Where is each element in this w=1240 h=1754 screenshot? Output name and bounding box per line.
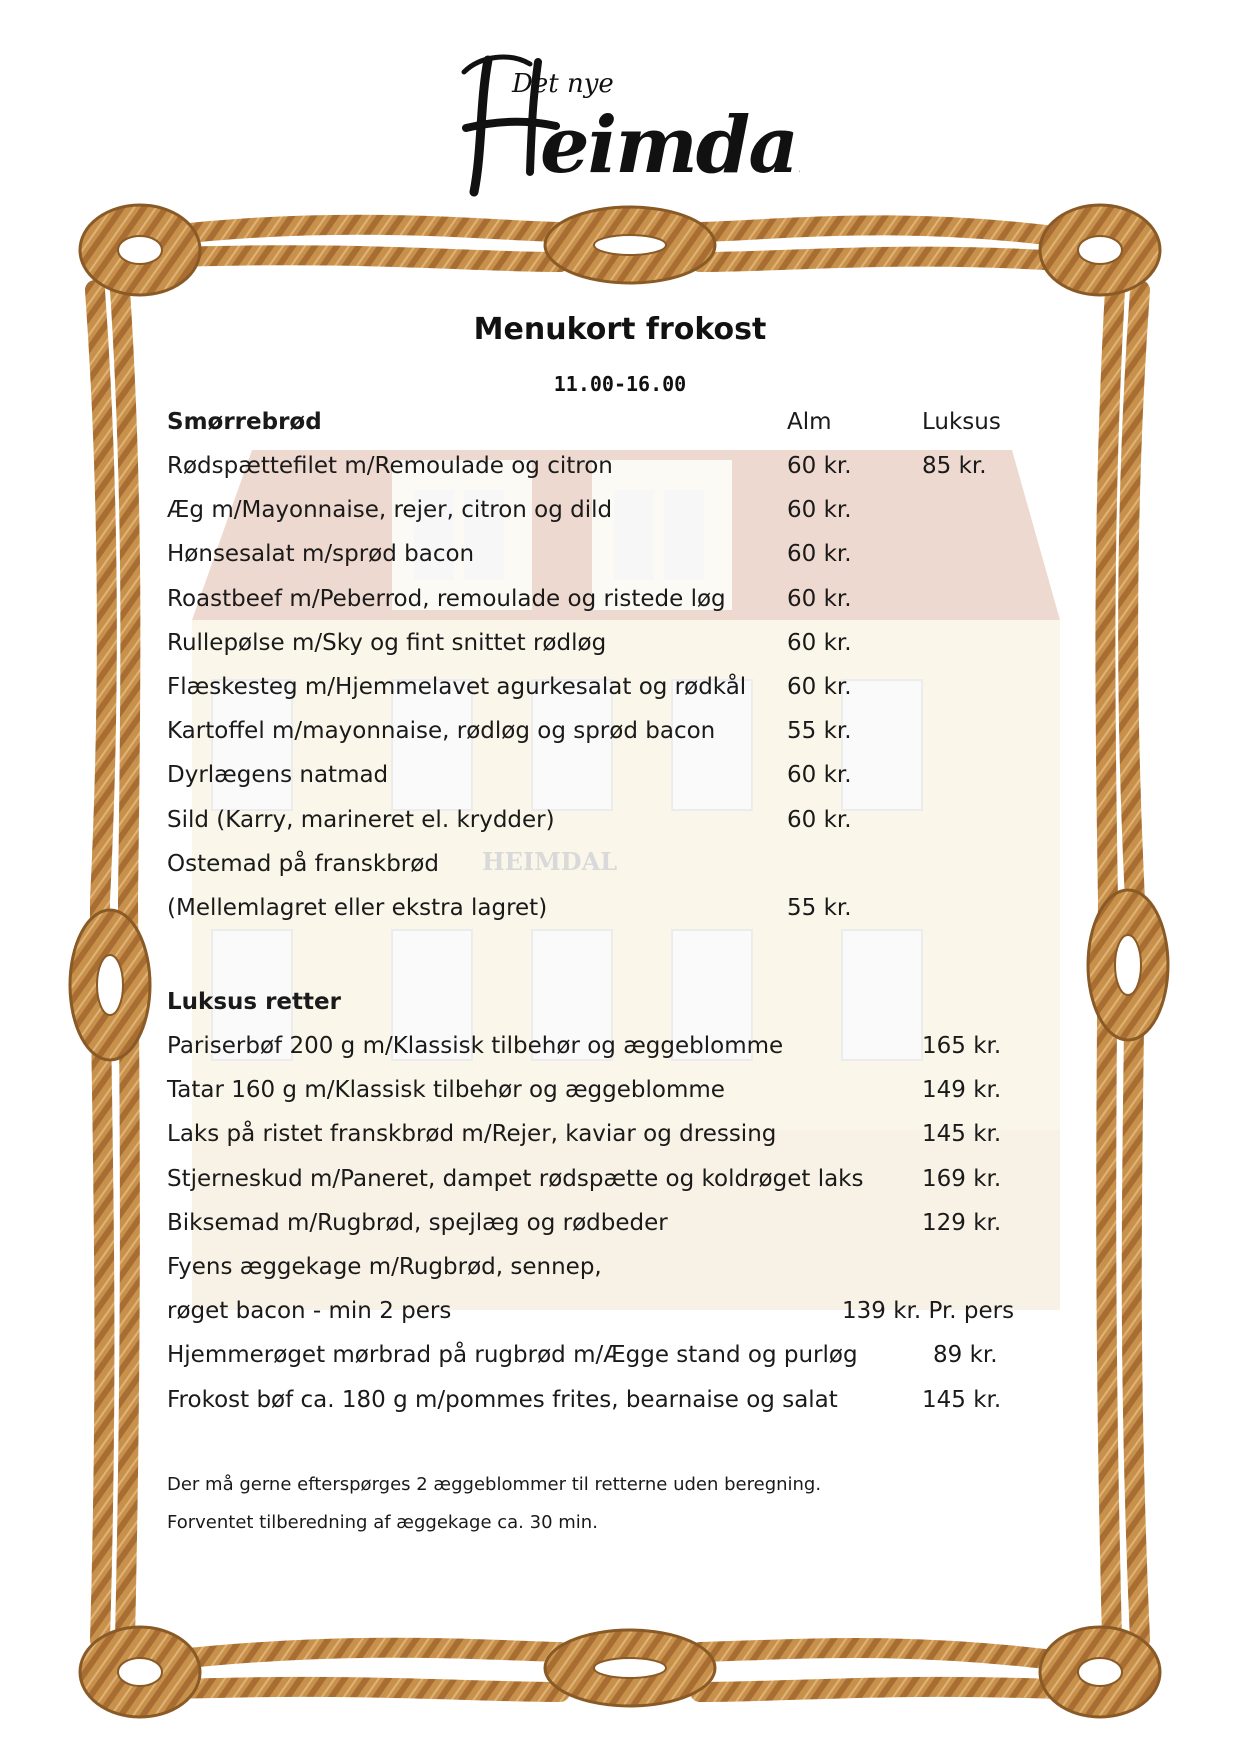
knot-right-middle — [1088, 890, 1168, 1040]
section-heading-luksus-retter: Luksus retter — [167, 989, 341, 1015]
knot-bottom-center — [545, 1630, 715, 1706]
luksus-item-name: Laks på ristet franskbrød m/Rejer, kaviar og dressing — [167, 1121, 777, 1147]
logo-graphic — [460, 42, 800, 202]
menu-item-price-alm: 55 kr. — [787, 718, 852, 744]
rope-top-left — [170, 225, 560, 235]
column-header-luksus: Luksus — [922, 409, 1001, 435]
note-egg-yolks: Der må gerne efterspørges 2 æggeblommer til retterne uden beregning. — [167, 1474, 822, 1495]
menu-item-name: Rødspættefilet m/Remoulade og citron — [167, 453, 613, 479]
menu-item-price-alm: 55 kr. — [787, 895, 852, 921]
menu-item-price-alm: 60 kr. — [787, 453, 852, 479]
menu-item-name: Flæskesteg m/Hjemmelavet agurkesalat og rødkål — [167, 674, 747, 700]
knot-top-right — [1040, 205, 1160, 295]
luksus-item-name: Hjemmerøget mørbrad på rugbrød m/Ægge stand og purløg — [167, 1342, 858, 1368]
column-header-alm: Alm — [787, 409, 832, 435]
luksus-item-price: 129 kr. — [922, 1210, 1002, 1236]
menu-item-name: (Mellemlagret eller ekstra lagret) — [167, 895, 548, 921]
luksus-item-price: 165 kr. — [922, 1033, 1002, 1059]
logo-line2-rest: eimdal — [540, 100, 800, 191]
restaurant-logo — [460, 42, 800, 202]
luksus-item-name: Stjerneskud m/Paneret, dampet rødspætte og koldrøget laks — [167, 1166, 864, 1192]
knot-top-left — [80, 205, 200, 295]
rope-top-right — [700, 225, 1070, 238]
menu-title: Menukort frokost — [473, 312, 767, 347]
luksus-item-price: 149 kr. — [922, 1077, 1002, 1103]
knot-left-middle — [70, 910, 150, 1060]
luksus-item-price: 139 kr. Pr. pers — [842, 1298, 1015, 1324]
menu-item-price-alm: 60 kr. — [787, 541, 852, 567]
knot-bottom-right — [1040, 1627, 1160, 1717]
luksus-item-price: 145 kr. — [922, 1387, 1002, 1413]
logo-line1: Det nye — [512, 69, 614, 99]
menu-item-name: Dyrlægens natmad — [167, 762, 389, 788]
luksus-item-name: røget bacon - min 2 pers — [167, 1298, 452, 1324]
watermark-sign: HEIMDAL — [482, 847, 618, 876]
luksus-item-name: Tatar 160 g m/Klassisk tilbehør og æggeblomme — [167, 1077, 725, 1103]
menu-item-price-alm: 60 kr. — [787, 807, 852, 833]
menu-item-name: Sild (Karry, marineret el. krydder) — [167, 807, 555, 833]
menu-item-name: Ostemad på franskbrød — [167, 851, 439, 877]
knot-bottom-left — [80, 1627, 200, 1717]
luksus-item-price: 145 kr. — [922, 1121, 1002, 1147]
menu-item-price-alm: 60 kr. — [787, 497, 852, 523]
luksus-item-name: Biksemad m/Rugbrød, spejlæg og rødbeder — [167, 1210, 668, 1236]
opening-hours: 11.00-16.00 — [553, 372, 687, 396]
menu-item-price-luksus: 85 kr. — [922, 453, 987, 479]
menu-item-price-alm: 60 kr. — [787, 762, 852, 788]
luksus-item-name: Pariserbøf 200 g m/Klassisk tilbehør og æggeblomme — [167, 1033, 784, 1059]
menu-item-name: Æg m/Mayonnaise, rejer, citron og dild — [167, 497, 613, 523]
menu-item-price-alm: 60 kr. — [787, 586, 852, 612]
luksus-item-price: 169 kr. — [922, 1166, 1002, 1192]
luksus-item-name: Frokost bøf ca. 180 g m/pommes frites, bearnaise og salat — [167, 1387, 838, 1413]
luksus-item-price: 89 kr. — [933, 1342, 998, 1368]
menu-item-name: Hønsesalat m/sprød bacon — [167, 541, 475, 567]
menu-item-name: Rullepølse m/Sky og fint snittet rødløg — [167, 630, 607, 656]
luksus-item-name: Fyens æggekage m/Rugbrød, sennep, — [167, 1254, 602, 1280]
menu-item-name: Kartoffel m/mayonnaise, rødløg og sprød bacon — [167, 718, 716, 744]
menu-item-name: Roastbeef m/Peberrod, remoulade og ristede løg — [167, 586, 726, 612]
note-cooking-time: Forventet tilberedning af æggekage ca. 30 min. — [167, 1512, 598, 1533]
knot-top-center — [545, 207, 715, 283]
menu-item-price-alm: 60 kr. — [787, 674, 852, 700]
section-heading-smorrebrod: Smørrebrød — [167, 409, 322, 435]
menu-item-price-alm: 60 kr. — [787, 630, 852, 656]
